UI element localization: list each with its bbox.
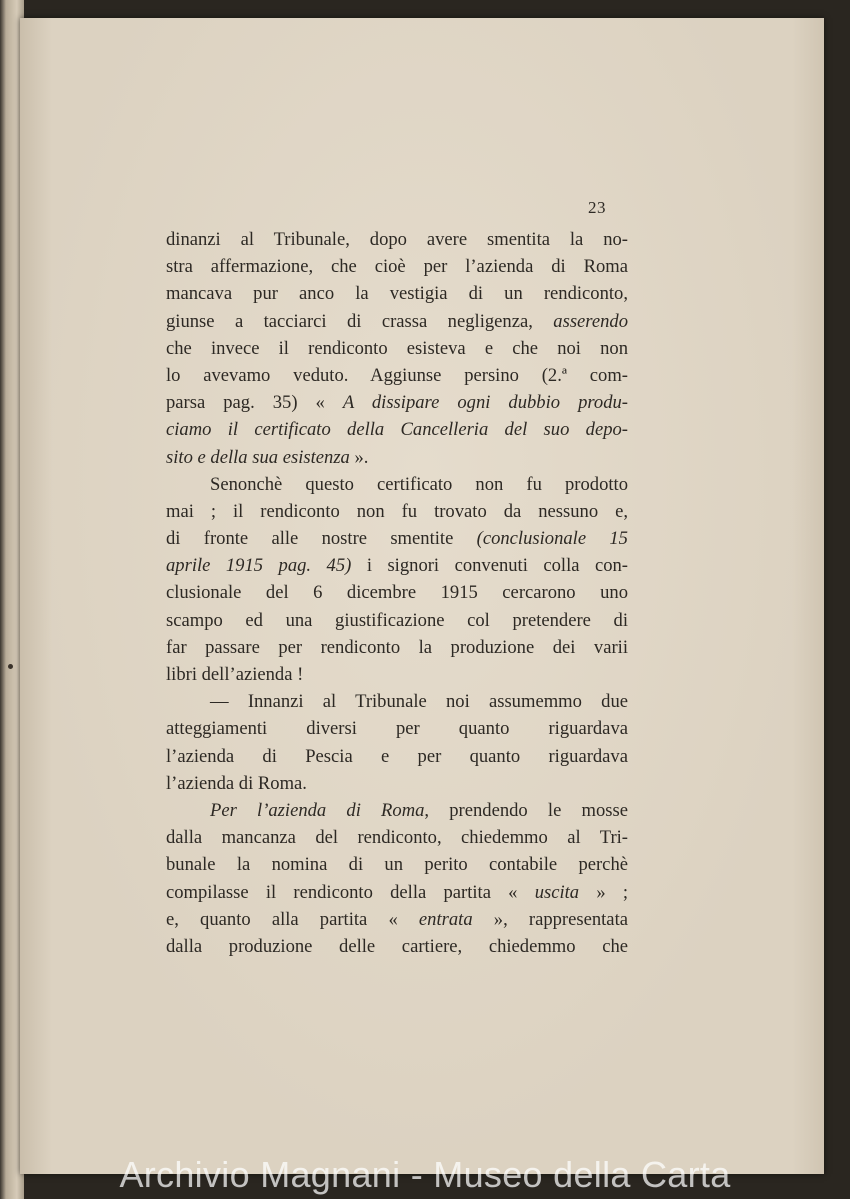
text-run: giunse a tacciarci di crassa negligenza,	[166, 310, 554, 332]
text-line	[166, 226, 628, 253]
text-line	[166, 933, 628, 960]
italic-run: Per l’azienda di Roma	[210, 799, 425, 821]
text-line	[166, 552, 628, 579]
text-run: scampo ed una giustificazione col pretendere di	[166, 609, 628, 631]
text-line	[166, 444, 628, 471]
text-line	[166, 824, 628, 851]
text-run: », rappresentata	[472, 908, 628, 930]
text-run: far passare per rendiconto la produzione dei varii	[166, 636, 628, 658]
text-run: stra affermazione, che cioè per l’azienda di Roma	[166, 256, 628, 278]
page-body-text	[166, 226, 628, 960]
text-run: l’azienda di Pescia e per quanto riguardava	[166, 745, 628, 767]
margin-dot	[8, 664, 13, 669]
text-line	[166, 851, 628, 878]
text-run: , prendendo le mosse	[424, 799, 628, 821]
text-run: libri dell’azienda !	[166, 664, 304, 685]
text-line	[166, 280, 628, 307]
text-run: parsa pag. 35) «	[166, 392, 343, 414]
text-line	[166, 906, 628, 933]
text-line	[166, 389, 628, 416]
text-line	[166, 607, 628, 634]
text-run: dinanzi al Tribunale, dopo avere smentita la no-	[166, 229, 628, 250]
text-line	[166, 579, 628, 606]
archive-watermark: Archivio Magnani - Museo della Carta	[119, 1154, 731, 1195]
text-line	[166, 715, 628, 742]
text-run: e, quanto alla partita «	[166, 908, 419, 930]
text-line	[166, 797, 628, 824]
text-line	[166, 661, 628, 688]
text-run: i signori convenuti colla con-	[351, 555, 628, 577]
text-run: compilasse il rendiconto della partita «	[166, 881, 535, 903]
text-run: mai ; il rendiconto non fu trovato da nessuno e,	[166, 500, 628, 522]
text-line	[166, 525, 628, 552]
text-run: dalla mancanza del rendiconto, chiedemmo al Tri-	[166, 827, 628, 849]
text-line	[166, 416, 628, 443]
text-line	[166, 743, 628, 770]
italic-run: aprile 1915 pag. 45)	[166, 555, 352, 577]
text-run: — Innanzi al Tribunale noi assumemmo due	[210, 691, 628, 713]
text-line	[166, 471, 628, 498]
text-run: l’azienda di Roma.	[166, 772, 307, 794]
italic-run: ciamo il certificato della Cancelleria del suo depo-	[166, 419, 628, 441]
text-run: che invece il rendiconto esisteva e che noi non	[166, 337, 628, 359]
text-line	[166, 253, 628, 280]
text-run: bunale la nomina di un perito contabile perchè	[166, 854, 628, 876]
text-run: di fronte alle nostre smentite	[166, 528, 477, 550]
text-line	[166, 308, 628, 335]
text-line	[166, 879, 628, 906]
text-line	[166, 335, 628, 362]
italic-run: entrata	[418, 908, 473, 930]
italic-run: A dissipare ogni dubbio produ-	[342, 392, 628, 414]
page-number: 23	[588, 198, 606, 217]
text-line	[166, 770, 628, 797]
text-run: clusionale del 6 dicembre 1915 cercarono uno	[166, 582, 628, 604]
text-run: Senonchè questo certificato non fu prodotto	[210, 473, 628, 495]
text-run: atteggiamenti diversi per quanto riguardava	[166, 718, 628, 740]
text-line	[166, 688, 628, 715]
text-run: ».	[349, 446, 369, 468]
text-run: dalla produzione delle cartiere, chiedemmo che	[166, 935, 628, 957]
text-line	[166, 362, 628, 389]
text-run: lo avevamo veduto. Aggiunse persino (2.ª com-	[166, 364, 628, 386]
text-line	[166, 498, 628, 525]
italic-run: asserendo	[553, 310, 628, 332]
text-run: mancava pur anco la vestigia di un rendiconto,	[166, 283, 628, 305]
text-run: » ;	[579, 881, 629, 903]
italic-run: (conclusionale 15	[476, 528, 628, 550]
italic-run: sito e della sua esistenza	[166, 446, 350, 468]
text-line	[166, 634, 628, 661]
italic-run: uscita	[534, 881, 580, 903]
